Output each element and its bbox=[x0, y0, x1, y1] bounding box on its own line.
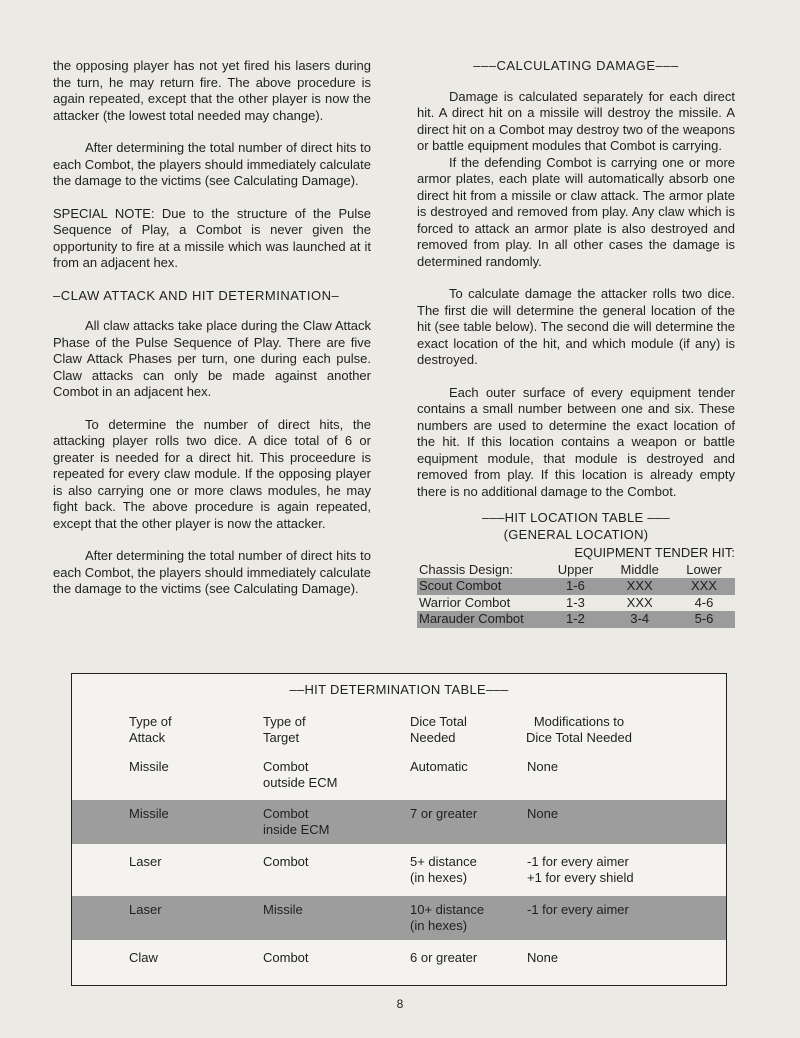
group-header: EQUIPMENT TENDER HIT: bbox=[574, 545, 735, 560]
hit-location-table bbox=[417, 510, 735, 628]
cell: 1-2 bbox=[544, 611, 606, 628]
section-heading-calculating-damage: –––CALCULATING DAMAGE––– bbox=[473, 58, 679, 73]
hit-location-subtitle: (GENERAL LOCATION) bbox=[503, 526, 649, 542]
cell: 5-6 bbox=[673, 611, 735, 628]
column-header: Modifications to Dice Total Needed bbox=[526, 714, 632, 745]
cell: Combot outside ECM bbox=[263, 759, 338, 790]
cell: -1 for every aimer bbox=[527, 902, 629, 917]
column-header: Chassis Design: bbox=[419, 561, 513, 577]
cell: XXX bbox=[626, 594, 653, 610]
left-column bbox=[53, 58, 371, 614]
table-row bbox=[72, 800, 726, 844]
paragraph: To calculate damage the attacker rolls two dice. The first die will determine the general location of the hit (see table below). The second die will determine the exact location of the hit, and which module (if any) is destroyed. bbox=[417, 286, 735, 367]
table-row bbox=[72, 944, 726, 988]
hit-determination-table bbox=[71, 673, 727, 986]
cell: -1 for every aimer +1 for every shield bbox=[527, 854, 634, 885]
table-row bbox=[72, 753, 726, 797]
table-header-row bbox=[72, 714, 726, 748]
paragraph: After determining the total number of direct hits to each Combot, the players should immediately calculate the damage to the victims (see Calculating Damage). bbox=[53, 548, 371, 596]
cell: None bbox=[527, 806, 559, 821]
column-header: Upper bbox=[557, 561, 594, 577]
cell: Automatic bbox=[410, 759, 468, 774]
paragraph: If the defending Combot is carrying one or more armor plates, each plate will automatically absorb one direct hit from a missile or claw attack. The armor plate is destroyed and removed from play. Any claw which is forced to attack an armor plate is also destroyed and removed from play. In all other cases the damage is determined randomly. bbox=[417, 154, 735, 269]
section-heading-claw-attack: –CLAW ATTACK AND HIT DETERMINATION– bbox=[53, 287, 340, 303]
cell: 6 or greater bbox=[410, 950, 478, 965]
cell: 5+ distance (in hexes) bbox=[410, 854, 477, 885]
hit-determination-title: ––HIT DETERMINATION TABLE––– bbox=[289, 682, 509, 697]
table-row bbox=[417, 595, 735, 612]
cell: Combot bbox=[263, 854, 309, 869]
cell: Claw bbox=[129, 950, 158, 965]
paragraph: Each outer surface of every equipment tender contains a small number between one and six. These numbers are used to determine the exact location of the hit. If this location contains a weapon or battle equipment module, that module is destroyed and removed from play. If this location is already empty there is no additional damage to the Combot. bbox=[417, 384, 735, 499]
column-header: Dice Total Needed bbox=[410, 714, 467, 745]
cell: XXX bbox=[606, 578, 673, 595]
cell: Missile bbox=[263, 902, 303, 917]
cell: Laser bbox=[129, 902, 162, 917]
cell: 1-6 bbox=[544, 578, 606, 595]
cell: 10+ distance (in hexes) bbox=[410, 902, 485, 933]
paragraph: After determining the total number of direct hits to each Combot, the players should immediately calculate the damage to the victims (see Calculating Damage). bbox=[53, 140, 371, 188]
page-number: 8 bbox=[396, 997, 404, 1011]
table-row bbox=[72, 896, 726, 940]
cell: Missile bbox=[129, 759, 169, 774]
paragraph: Damage is calculated separately for each direct hit. A direct hit on a missile will destroy the missile. A direct hit on a Combot may destroy two of the weapons or battle equipment modules that Combot is carrying. bbox=[417, 88, 735, 153]
table-row bbox=[417, 611, 735, 628]
cell: Laser bbox=[129, 854, 162, 869]
cell: Marauder Combot bbox=[417, 611, 544, 628]
right-column bbox=[417, 58, 735, 628]
paragraph: the opposing player has not yet fired his lasers during the turn, he may return fire. The above procedure is again repeated, except that the other player is now the attacker (the lowest total needed may change). bbox=[53, 58, 371, 123]
special-note: SPECIAL NOTE: Due to the structure of the Pulse Sequence of Play, a Combot is never given the opportunity to fire at a missile which was launched at it from an adjacent hex. bbox=[53, 205, 371, 270]
cell: Combot inside ECM bbox=[263, 806, 330, 837]
hit-location-title: –––HIT LOCATION TABLE ––– bbox=[482, 510, 670, 525]
paragraph: To determine the number of direct hits, the attacking player rolls two dice. A dice total of 6 or greater is needed for a direct hit. This proceedure is repeated for every claw module. If the opposing player is also carrying one or more claws modules, he may fight back. The above procedure is again repeated, except that the other player is now the attacker. bbox=[53, 416, 371, 531]
cell: Missile bbox=[129, 806, 169, 821]
column-header: Type of Attack bbox=[129, 714, 172, 745]
column-header: Type of Target bbox=[263, 714, 306, 745]
column-header: Lower bbox=[686, 561, 722, 577]
cell: Warrior Combot bbox=[419, 594, 511, 610]
cell: 7 or greater bbox=[410, 806, 478, 821]
cell: None bbox=[527, 759, 559, 774]
paragraph: All claw attacks take place during the Claw Attack Phase of the Pulse Sequence of Play. There are five Claw Attack Phases per turn, one during each pulse. Claw attacks can only be made against another Combot in an adjacent hex. bbox=[53, 318, 371, 399]
column-header: Middle bbox=[620, 561, 659, 577]
cell: None bbox=[527, 950, 559, 965]
cell: 1-3 bbox=[566, 594, 585, 610]
cell: 4-6 bbox=[694, 594, 714, 610]
table-row bbox=[72, 848, 726, 892]
cell: Scout Combot bbox=[417, 578, 544, 595]
cell: Combot bbox=[263, 950, 309, 965]
table-row bbox=[417, 578, 735, 595]
cell: 3-4 bbox=[606, 611, 673, 628]
cell: XXX bbox=[673, 578, 735, 595]
